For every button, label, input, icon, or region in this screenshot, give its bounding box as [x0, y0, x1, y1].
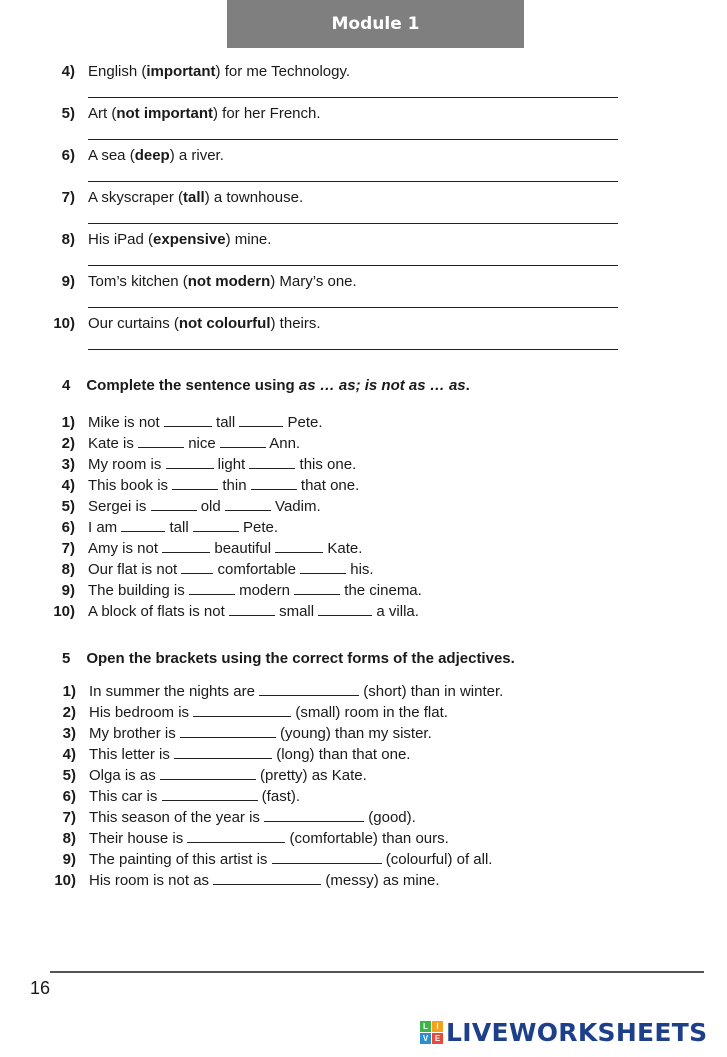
- sentence-start: The building is: [88, 582, 189, 599]
- page-number: 16: [30, 978, 51, 998]
- adjective-keyword: tall: [183, 189, 205, 206]
- answer-blank[interactable]: [300, 561, 346, 574]
- answer-blank[interactable]: [193, 519, 239, 532]
- sentence-end: a villa.: [372, 603, 419, 620]
- answer-line[interactable]: [88, 349, 618, 350]
- exercise-item: Art (not important) for her French.: [88, 105, 321, 122]
- adjective: tall: [211, 414, 240, 431]
- item-number: 2): [61, 435, 75, 452]
- sentence-end: that one.: [296, 477, 360, 494]
- answer-blank[interactable]: [264, 809, 364, 822]
- adjective: tall: [165, 519, 193, 536]
- module-header: Module 1: [227, 0, 524, 48]
- answer-blank[interactable]: [229, 603, 275, 616]
- answer-blank[interactable]: [249, 456, 295, 469]
- sentence-end: (good).: [364, 809, 416, 826]
- sentence-end: Pete.: [238, 519, 279, 536]
- sentence-start: This car is: [89, 788, 162, 805]
- sentence-start: Kate is: [88, 435, 139, 452]
- sentence-end: (fast).: [257, 788, 301, 805]
- adjective: beautiful: [210, 540, 276, 557]
- item-number: 1): [61, 414, 75, 431]
- exercise-item: [89, 704, 448, 722]
- answer-blank[interactable]: [174, 746, 272, 759]
- sentence-start: A block of flats is not: [88, 603, 229, 620]
- sentence-end: (messy) as mine.: [321, 872, 440, 889]
- item-number: 8): [62, 830, 76, 847]
- sentence-end: (long) than that one.: [272, 746, 411, 763]
- section-number: 4: [62, 377, 71, 394]
- item-number: 9): [61, 273, 75, 290]
- item-number: 6): [61, 147, 75, 164]
- adjective-keyword: deep: [134, 147, 170, 164]
- adjective: comfortable: [213, 561, 301, 578]
- answer-blank[interactable]: [160, 767, 256, 780]
- exercise-item: [88, 519, 278, 537]
- item-number: 7): [61, 189, 75, 206]
- exercise-item: [89, 725, 432, 743]
- answer-line[interactable]: [88, 181, 618, 182]
- answer-blank[interactable]: [259, 683, 359, 696]
- exercise-item: His iPad (expensive) mine.: [88, 231, 272, 248]
- item-number: 5): [62, 767, 76, 784]
- sentence-start: I am: [88, 519, 122, 536]
- section-number: 5: [62, 650, 71, 667]
- sentence-start: His room is not as: [89, 872, 214, 889]
- answer-blank[interactable]: [172, 477, 218, 490]
- exercise-item: [89, 746, 410, 764]
- exercise-item: English (important) for me Technology.: [88, 63, 351, 80]
- brand-icon-e: E: [432, 1033, 443, 1044]
- adjective-keyword: not important: [116, 105, 213, 122]
- answer-blank[interactable]: [220, 435, 266, 448]
- exercise-item: [89, 683, 503, 701]
- sentence-start: In summer the nights are: [89, 683, 260, 700]
- exercise-item: [89, 851, 492, 869]
- item-number: 10): [53, 315, 75, 332]
- answer-blank[interactable]: [138, 435, 184, 448]
- sentence-end: Kate.: [323, 540, 363, 557]
- exercise-item: [88, 498, 321, 516]
- brand-icon-v: V: [420, 1033, 431, 1044]
- item-number: 8): [61, 561, 75, 578]
- item-number: 6): [62, 788, 76, 805]
- item-number: 8): [61, 231, 75, 248]
- answer-blank[interactable]: [164, 414, 212, 427]
- sentence-start: Our flat is not: [88, 561, 182, 578]
- exercise-item: A sea (deep) a river.: [88, 147, 224, 164]
- adjective: light: [213, 456, 250, 473]
- sentence-start: Olga is as: [89, 767, 160, 784]
- brand-text: LIVEWORKSHEETS: [446, 1018, 708, 1047]
- sentence-end: this one.: [295, 456, 357, 473]
- adjective: nice: [184, 435, 220, 452]
- answer-blank[interactable]: [275, 540, 323, 553]
- sentence-end: (young) than my sister.: [275, 725, 432, 742]
- item-number: 5): [61, 498, 75, 515]
- sentence-end: (colourful) of all.: [381, 851, 493, 868]
- sentence-start: This letter is: [89, 746, 175, 763]
- answer-blank[interactable]: [151, 498, 197, 511]
- exercise-item: [88, 603, 419, 621]
- sentence-end: Ann.: [265, 435, 301, 452]
- footer-divider: [50, 971, 704, 973]
- sentence-start: This book is: [88, 477, 173, 494]
- sentence-end: Pete.: [283, 414, 323, 431]
- answer-line[interactable]: [88, 223, 618, 224]
- sentence-start: Sergei is: [88, 498, 151, 515]
- sentence-end: (pretty) as Kate.: [255, 767, 367, 784]
- adjective: old: [196, 498, 225, 515]
- answer-blank[interactable]: [225, 498, 271, 511]
- adjective-keyword: not modern: [187, 273, 271, 290]
- sentence-start: Amy is not: [88, 540, 163, 557]
- brand-icon-l: L: [420, 1021, 431, 1032]
- brand-icon: [420, 1021, 443, 1044]
- sentence-start: Their house is: [89, 830, 188, 847]
- answer-blank[interactable]: [162, 540, 210, 553]
- sentence-start: This season of the year is: [89, 809, 265, 826]
- sentence-end: (small) room in the flat.: [291, 704, 448, 721]
- answer-blank[interactable]: [193, 704, 291, 717]
- answer-blank[interactable]: [121, 519, 165, 532]
- answer-blank[interactable]: [189, 582, 235, 595]
- answer-blank[interactable]: [294, 582, 340, 595]
- sentence-start: My room is: [88, 456, 166, 473]
- adjective: modern: [234, 582, 295, 599]
- answer-blank[interactable]: [318, 603, 372, 616]
- item-number: 4): [61, 477, 75, 494]
- item-number: 9): [62, 851, 76, 868]
- section-4-pattern: as … as; is not as … as: [298, 377, 466, 394]
- exercise-item: Our curtains (not colourful) theirs.: [88, 315, 321, 332]
- exercise-item: [88, 414, 323, 432]
- answer-blank[interactable]: [181, 561, 213, 574]
- exercise-item: [89, 767, 367, 785]
- item-number: 4): [61, 63, 75, 80]
- answer-blank[interactable]: [180, 725, 276, 738]
- sentence-end: Vadim.: [270, 498, 321, 515]
- exercise-item: [88, 582, 422, 600]
- exercise-item: [88, 477, 359, 495]
- answer-blank[interactable]: [251, 477, 297, 490]
- exercise-item: [89, 872, 440, 890]
- exercise-item: A skyscraper (tall) a townhouse.: [88, 189, 304, 206]
- adjective: small: [274, 603, 319, 620]
- answer-blank[interactable]: [166, 456, 214, 469]
- sentence-start: My brother is: [89, 725, 180, 742]
- exercise-item: [88, 435, 300, 453]
- answer-blank[interactable]: [187, 830, 285, 843]
- liveworksheets-logo: [420, 1018, 707, 1047]
- exercise-item: [88, 561, 374, 579]
- answer-line[interactable]: [88, 97, 618, 98]
- answer-line[interactable]: [88, 307, 618, 308]
- answer-blank[interactable]: [239, 414, 283, 427]
- exercise-item: [89, 809, 416, 827]
- sentence-start: The painting of this artist is: [89, 851, 272, 868]
- sentence-end: his.: [346, 561, 374, 578]
- item-number: 3): [61, 456, 75, 473]
- item-number: 1): [62, 683, 76, 700]
- exercise-item: [88, 540, 362, 558]
- adjective-keyword: expensive: [153, 231, 226, 248]
- item-number: 6): [61, 519, 75, 536]
- exercise-item: [89, 788, 300, 806]
- answer-blank[interactable]: [272, 851, 382, 864]
- exercise-item: [88, 456, 356, 474]
- item-number: 10): [54, 872, 76, 889]
- sentence-end: the cinema.: [340, 582, 422, 599]
- brand-icon-i: I: [432, 1021, 443, 1032]
- item-number: 9): [61, 582, 75, 599]
- adjective: thin: [218, 477, 251, 494]
- section-5-title: 5 Open the brackets using the correct forms of the adjectives.: [62, 650, 515, 667]
- adjective-keyword: important: [146, 63, 216, 80]
- adjective-keyword: not colourful: [178, 315, 271, 332]
- item-number: 7): [61, 540, 75, 557]
- answer-blank[interactable]: [162, 788, 258, 801]
- item-number: 5): [61, 105, 75, 122]
- answer-blank[interactable]: [213, 872, 321, 885]
- item-number: 3): [62, 725, 76, 742]
- item-number: 4): [62, 746, 76, 763]
- sentence-end: (short) than in winter.: [359, 683, 504, 700]
- answer-line[interactable]: [88, 265, 618, 266]
- exercise-item: Tom’s kitchen (not modern) Mary’s one.: [88, 273, 357, 290]
- item-number: 7): [62, 809, 76, 826]
- item-number: 10): [53, 603, 75, 620]
- answer-line[interactable]: [88, 139, 618, 140]
- sentence-start: Mike is not: [88, 414, 164, 431]
- section-4-title: 4 Complete the sentence using as … as; is not as … as.: [62, 377, 470, 394]
- sentence-start: His bedroom is: [89, 704, 194, 721]
- exercise-item: [89, 830, 449, 848]
- item-number: 2): [62, 704, 76, 721]
- sentence-end: (comfortable) than ours.: [285, 830, 449, 847]
